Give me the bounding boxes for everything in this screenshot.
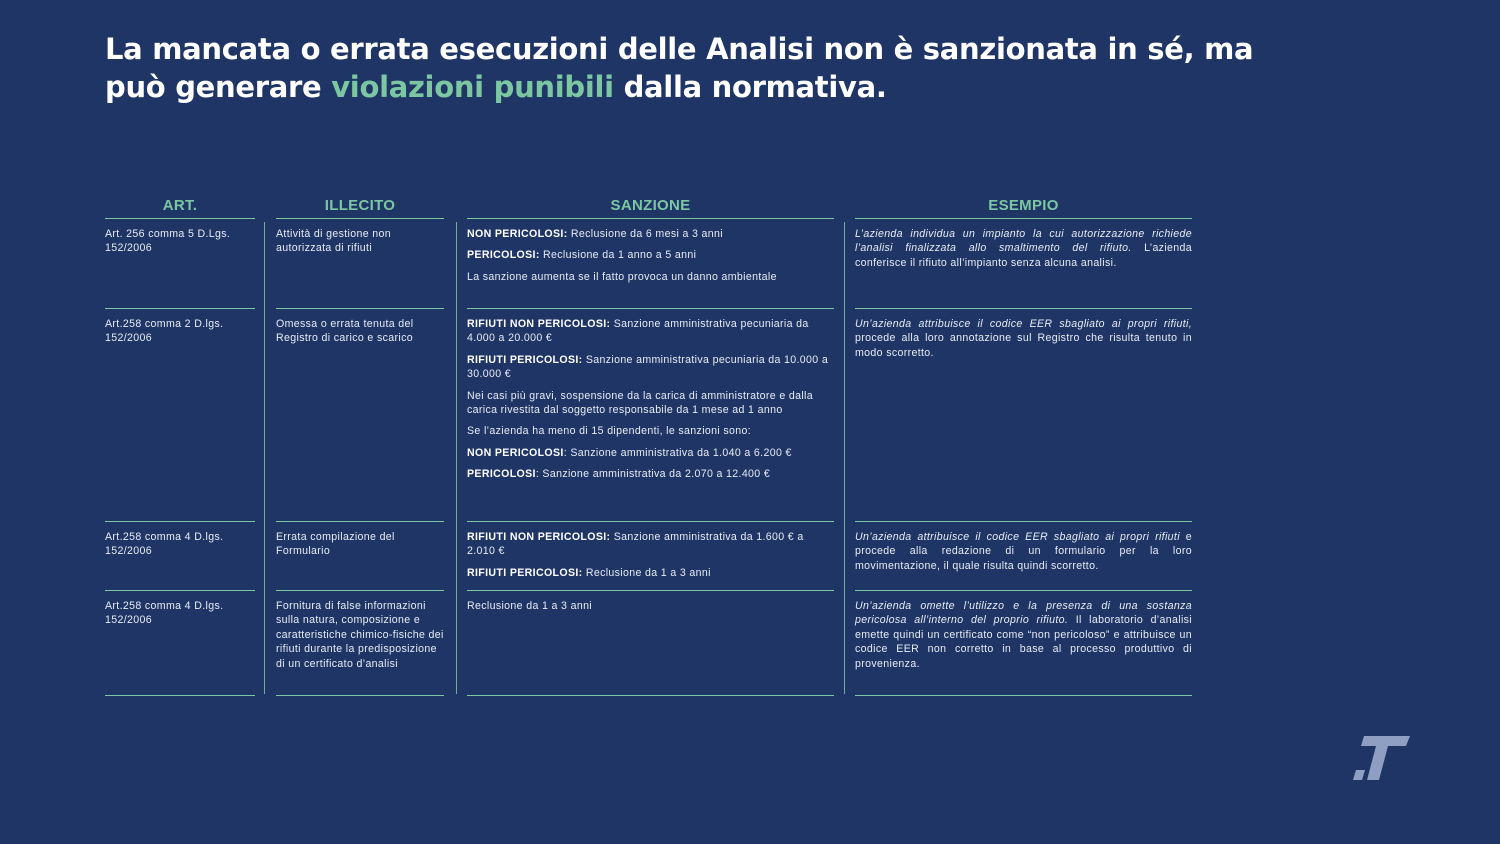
esempio-cell: Un’azienda attribuisce il codice EER sbagliato ai propri rifiuti e procede alla redazione di un formulario per la loro movimentazione, il quale risulta quindi scorretto. (855, 522, 1192, 591)
column-divider (264, 222, 265, 694)
column-art (105, 196, 255, 696)
sanzione-line: PERICOLOSI: Reclusione da 1 anno a 5 anni (467, 249, 697, 262)
sanzione-cell (467, 219, 834, 309)
art-cell: Art.258 comma 4 D.lgs. 152/2006 (105, 522, 255, 591)
sanzione-cell (467, 591, 834, 696)
esempio-cell: L’azienda individua un impianto la cui autorizzazione richiede l’analisi finalizzata allo smaltimento del rifiuto. L’azienda conferisce il rifiuto all’impianto senza alcuna analisi. (855, 219, 1192, 309)
art-cell: Art.258 comma 4 D.lgs. 152/2006 (105, 591, 255, 696)
sanzione-line: RIFIUTI PERICOLOSI: Reclusione da 1 a 3 anni (467, 566, 711, 579)
illecito-cell: Fornitura di false informazioni sulla natura, composizione e caratteristiche chimico-fisiche dei rifiuti durante la predisposizione di un certificato d’analisi (276, 591, 444, 696)
page-title (105, 30, 1305, 106)
sanzione-line: RIFIUTI NON PERICOLOSI: Sanzione amministrativa pecuniaria da 4.000 a 20.000 € (467, 318, 809, 345)
title-highlight: violazioni punibili (331, 70, 614, 104)
sanzione-cell (467, 309, 834, 522)
sanzione-line: RIFIUTI NON PERICOLOSI: Sanzione amministrativa da 1.600 € a 2.010 € (467, 531, 804, 558)
art-cell: Art.258 comma 2 D.lgs. 152/2006 (105, 309, 255, 522)
art-cell: Art. 256 comma 5 D.Lgs. 152/2006 (105, 219, 255, 309)
header-sanzione: SANZIONE (467, 196, 834, 219)
illecito-cell: Omessa o errata tenuta del Registro di carico e scarico (276, 309, 444, 522)
column-sanzione (467, 196, 834, 696)
sanzione-line: NON PERICOLOSI: Reclusione da 6 mesi a 3 anni (467, 228, 723, 240)
sanzione-line: Se l’azienda ha meno di 15 dipendenti, le sanzioni sono: (467, 425, 752, 438)
header-illecito: ILLECITO (276, 196, 444, 219)
title-text-1: La mancata o errata esecuzioni delle Analisi non è sanzionata in sé, ma può generare (105, 32, 1254, 104)
sanzione-line: La sanzione aumenta se il fatto provoca un danno ambientale (467, 270, 777, 283)
title-text-2: dalla normativa. (613, 70, 887, 104)
illecito-cell: Errata compilazione del Formulario (276, 522, 444, 591)
header-art: ART. (105, 196, 255, 219)
esempio-cell: Un’azienda omette l’utilizzo e la presenza di una sostanza pericolosa all’interno del proprio rifiuto. Il laboratorio d’analisi emette quindi un certificato come “non pericoloso” e attribuisce un codice EER non corretto in base al processo produttivo di provenienza. (855, 591, 1192, 696)
brand-logo-icon (1352, 734, 1412, 782)
sanzione-line: Reclusione da 1 a 3 anni (467, 600, 593, 612)
column-illecito (276, 196, 444, 696)
column-esempio (855, 196, 1192, 696)
sanzione-line: Nei casi più gravi, sospensione da la carica di amministratore e dalla carica rivestita dal soggetto responsabile da 1 mese ad 1 anno (467, 389, 813, 417)
column-divider (456, 222, 457, 694)
header-esempio: ESEMPIO (855, 196, 1192, 219)
illecito-cell: Attività di gestione non autorizzata di rifiuti (276, 219, 444, 309)
esempio-cell: Un’azienda attribuisce il codice EER sbagliato ai propri rifiuti, procede alla loro annotazione sul Registro che risulta tenuto in modo scorretto. (855, 309, 1192, 522)
sanzione-line: NON PERICOLOSI: Sanzione amministrativa da 1.040 a 6.200 € (467, 446, 792, 459)
sanzione-line: PERICOLOSI: Sanzione amministrativa da 2.070 a 12.400 € (467, 468, 771, 481)
column-divider (844, 222, 845, 694)
sanzione-cell (467, 522, 834, 591)
sanzione-line: RIFIUTI PERICOLOSI: Sanzione amministrativa pecuniaria da 10.000 a 30.000 € (467, 353, 829, 381)
